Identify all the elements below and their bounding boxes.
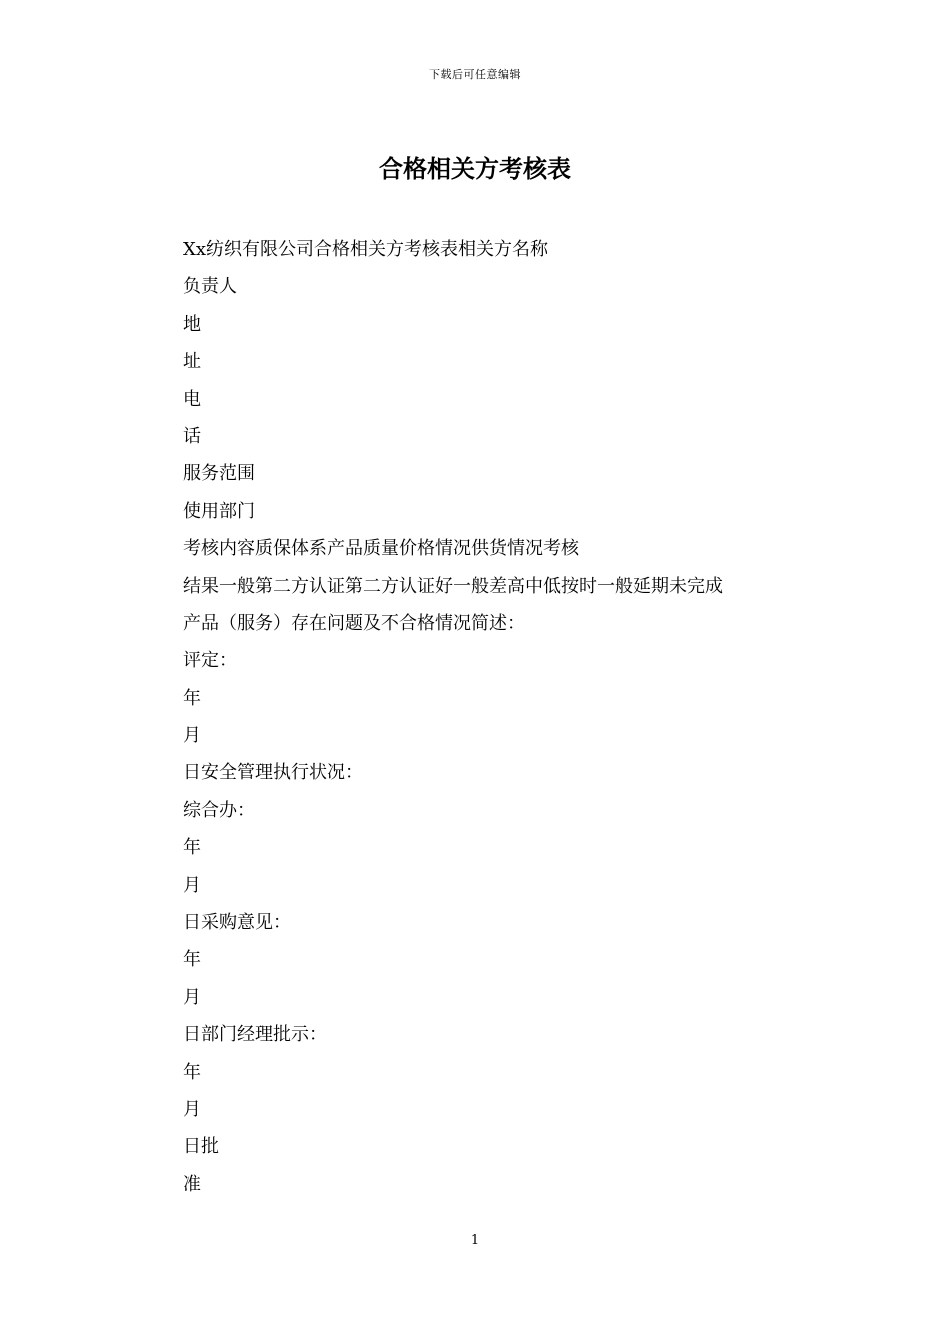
- page-number: 1: [470, 1233, 480, 1248]
- body-line: 综合办：: [183, 799, 255, 821]
- document-title: 合格相关方考核表: [379, 154, 571, 183]
- body-line: 电: [183, 388, 201, 410]
- document-body: [183, 231, 823, 1203]
- body-line: Xx纺织有限公司合格相关方考核表相关方名称: [183, 239, 548, 260]
- body-line: 话: [183, 425, 201, 447]
- body-line: 日安全管理执行状况：: [183, 762, 363, 784]
- body-line: 负责人: [183, 276, 237, 298]
- body-line: 年: [183, 837, 201, 859]
- body-line: 日采购意见：: [183, 912, 291, 934]
- body-line: 产品（服务）存在问题及不合格情况简述：: [183, 612, 525, 634]
- body-line: 年: [183, 1061, 201, 1083]
- page-header: 下载后可任意编辑: [429, 68, 521, 81]
- body-line: 月: [183, 1098, 201, 1120]
- body-line: 月: [183, 986, 201, 1008]
- body-line: 结果一般第二方认证第二方认证好一般差高中低按时一般延期未完成: [183, 575, 723, 597]
- body-line: 考核内容质保体系产品质量价格情况供货情况考核: [183, 538, 579, 560]
- body-line: 年: [183, 949, 201, 971]
- body-line: 地: [183, 313, 201, 335]
- body-line: 准: [183, 1173, 201, 1195]
- body-line: 月: [183, 874, 201, 896]
- body-line: 月: [183, 725, 201, 747]
- body-line: 日部门经理批示：: [183, 1024, 327, 1046]
- body-line: 址: [183, 351, 201, 373]
- body-line: 评定：: [183, 650, 237, 672]
- body-line: 使用部门: [183, 500, 255, 522]
- body-line: 服务范围: [183, 463, 255, 485]
- body-line: 日批: [183, 1136, 219, 1158]
- body-line: 年: [183, 687, 201, 709]
